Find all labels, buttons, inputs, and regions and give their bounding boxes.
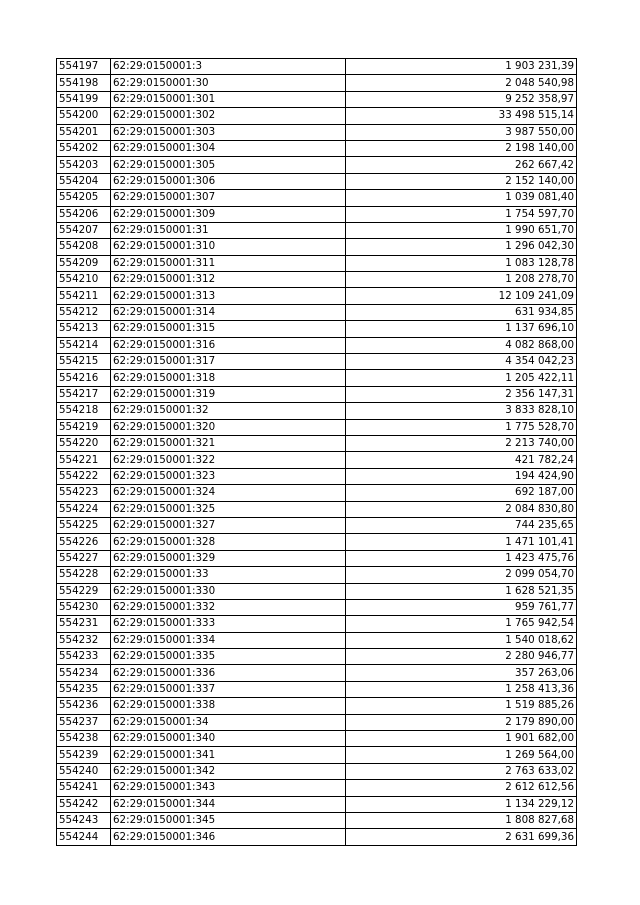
cadastral-number-cell: 62:29:0150001:327 [111,517,346,533]
table-row [57,337,577,353]
cadastral-value-cell: 2 152 140,00 [346,173,577,189]
table-row [57,452,577,468]
row-id-cell: 554229 [57,583,111,599]
table-row [57,747,577,763]
cadastral-number-cell: 62:29:0150001:301 [111,91,346,107]
cadastral-value-cell: 2 631 699,36 [346,829,577,845]
table-row [57,321,577,337]
cadastral-number-cell: 62:29:0150001:325 [111,501,346,517]
cadastral-number-cell: 62:29:0150001:305 [111,157,346,173]
cadastral-number-cell: 62:29:0150001:309 [111,206,346,222]
row-id-cell: 554198 [57,75,111,91]
row-id-cell: 554209 [57,255,111,271]
cadastral-number-cell: 62:29:0150001:319 [111,386,346,402]
row-id-cell: 554219 [57,419,111,435]
cadastral-number-cell: 62:29:0150001:323 [111,468,346,484]
table-row [57,403,577,419]
row-id-cell: 554233 [57,649,111,665]
table-row [57,567,577,583]
table-row [57,583,577,599]
row-id-cell: 554241 [57,780,111,796]
table-row [57,501,577,517]
table-row [57,206,577,222]
table-row [57,485,577,501]
cadastral-number-cell: 62:29:0150001:310 [111,239,346,255]
cadastral-number-cell: 62:29:0150001:334 [111,632,346,648]
row-id-cell: 554237 [57,714,111,730]
cadastral-number-cell: 62:29:0150001:345 [111,812,346,828]
cadastral-number-cell: 62:29:0150001:32 [111,403,346,419]
cadastral-number-cell: 62:29:0150001:338 [111,698,346,714]
cadastral-value-cell: 631 934,85 [346,304,577,320]
row-id-cell: 554238 [57,731,111,747]
cadastral-number-cell: 62:29:0150001:328 [111,534,346,550]
table-row [57,419,577,435]
cadastral-value-cell: 744 235,65 [346,517,577,533]
row-id-cell: 554244 [57,829,111,845]
row-id-cell: 554197 [57,59,111,75]
cadastral-value-cell: 357 263,06 [346,665,577,681]
cadastral-value-cell: 2 099 054,70 [346,567,577,583]
table-row [57,616,577,632]
cadastral-value-cell: 9 252 358,97 [346,91,577,107]
cadastral-value-cell: 2 179 890,00 [346,714,577,730]
cadastral-value-cell: 1 083 128,78 [346,255,577,271]
row-id-cell: 554214 [57,337,111,353]
cadastral-value-cell: 1 269 564,00 [346,747,577,763]
row-id-cell: 554202 [57,140,111,156]
row-id-cell: 554242 [57,796,111,812]
cadastral-value-cell: 2 763 633,02 [346,763,577,779]
table-row [57,386,577,402]
table-row [57,239,577,255]
cadastral-number-cell: 62:29:0150001:330 [111,583,346,599]
cadastral-number-cell: 62:29:0150001:342 [111,763,346,779]
cadastral-number-cell: 62:29:0150001:311 [111,255,346,271]
row-id-cell: 554204 [57,173,111,189]
cadastral-value-cell: 1 205 422,11 [346,370,577,386]
cadastral-value-cell: 959 761,77 [346,599,577,615]
table-row [57,222,577,238]
row-id-cell: 554240 [57,763,111,779]
row-id-cell: 554243 [57,812,111,828]
cadastral-value-cell: 421 782,24 [346,452,577,468]
cadastral-value-cell: 692 187,00 [346,485,577,501]
table-row [57,550,577,566]
cadastral-number-cell: 62:29:0150001:304 [111,140,346,156]
row-id-cell: 554221 [57,452,111,468]
table-row [57,698,577,714]
table-row [57,796,577,812]
cadastral-number-cell: 62:29:0150001:337 [111,681,346,697]
table-row [57,829,577,845]
cadastral-value-cell: 3 987 550,00 [346,124,577,140]
table-row [57,91,577,107]
cadastral-number-cell: 62:29:0150001:322 [111,452,346,468]
cadastral-number-cell: 62:29:0150001:321 [111,435,346,451]
cadastral-value-cell: 2 612 612,56 [346,780,577,796]
cadastral-value-cell: 262 667,42 [346,157,577,173]
cadastral-value-cell: 33 498 515,14 [346,108,577,124]
cadastral-number-cell: 62:29:0150001:302 [111,108,346,124]
cadastral-number-cell: 62:29:0150001:324 [111,485,346,501]
cadastral-number-cell: 62:29:0150001:34 [111,714,346,730]
table-row [57,173,577,189]
table-row [57,124,577,140]
table-row [57,140,577,156]
table-row [57,599,577,615]
table-row [57,288,577,304]
row-id-cell: 554225 [57,517,111,533]
row-id-cell: 554226 [57,534,111,550]
row-id-cell: 554235 [57,681,111,697]
row-id-cell: 554200 [57,108,111,124]
cadastral-number-cell: 62:29:0150001:306 [111,173,346,189]
row-id-cell: 554199 [57,91,111,107]
cadastral-value-cell: 1 258 413,36 [346,681,577,697]
row-id-cell: 554228 [57,567,111,583]
cadastral-number-cell: 62:29:0150001:312 [111,272,346,288]
cadastral-number-cell: 62:29:0150001:335 [111,649,346,665]
cadastral-number-cell: 62:29:0150001:313 [111,288,346,304]
row-id-cell: 554207 [57,222,111,238]
cadastral-value-cell: 1 990 651,70 [346,222,577,238]
cadastral-number-cell: 62:29:0150001:33 [111,567,346,583]
table-row [57,304,577,320]
table-row [57,354,577,370]
row-id-cell: 554223 [57,485,111,501]
row-id-cell: 554234 [57,665,111,681]
cadastral-value-cell: 2 280 946,77 [346,649,577,665]
table-row [57,649,577,665]
cadastral-value-cell: 2 084 830,80 [346,501,577,517]
cadastral-number-cell: 62:29:0150001:336 [111,665,346,681]
table-row [57,534,577,550]
cadastral-value-cell: 2 048 540,98 [346,75,577,91]
cadastral-value-table [56,58,577,846]
cadastral-value-cell: 1 808 827,68 [346,812,577,828]
cadastral-value-cell: 1 901 682,00 [346,731,577,747]
table-body [57,59,577,846]
table-row [57,435,577,451]
row-id-cell: 554206 [57,206,111,222]
row-id-cell: 554227 [57,550,111,566]
table-row [57,468,577,484]
table-row [57,108,577,124]
cadastral-number-cell: 62:29:0150001:3 [111,59,346,75]
cadastral-number-cell: 62:29:0150001:303 [111,124,346,140]
cadastral-value-cell: 1 519 885,26 [346,698,577,714]
cadastral-value-cell: 194 424,90 [346,468,577,484]
cadastral-value-cell: 1 628 521,35 [346,583,577,599]
table-row [57,255,577,271]
cadastral-number-cell: 62:29:0150001:315 [111,321,346,337]
cadastral-value-cell: 1 296 042,30 [346,239,577,255]
cadastral-value-cell: 4 354 042,23 [346,354,577,370]
cadastral-value-cell: 1 039 081,40 [346,190,577,206]
row-id-cell: 554218 [57,403,111,419]
row-id-cell: 554220 [57,435,111,451]
cadastral-value-cell: 1 775 528,70 [346,419,577,435]
table-row [57,190,577,206]
row-id-cell: 554203 [57,157,111,173]
cadastral-value-cell: 3 833 828,10 [346,403,577,419]
row-id-cell: 554232 [57,632,111,648]
row-id-cell: 554236 [57,698,111,714]
table-row [57,370,577,386]
row-id-cell: 554216 [57,370,111,386]
row-id-cell: 554222 [57,468,111,484]
cadastral-number-cell: 62:29:0150001:314 [111,304,346,320]
cadastral-value-cell: 12 109 241,09 [346,288,577,304]
table-row [57,681,577,697]
cadastral-number-cell: 62:29:0150001:341 [111,747,346,763]
cadastral-value-cell: 1 471 101,41 [346,534,577,550]
cadastral-number-cell: 62:29:0150001:316 [111,337,346,353]
row-id-cell: 554213 [57,321,111,337]
row-id-cell: 554215 [57,354,111,370]
row-id-cell: 554230 [57,599,111,615]
cadastral-value-cell: 1 208 278,70 [346,272,577,288]
table-row [57,665,577,681]
table-row [57,517,577,533]
cadastral-value-cell: 2 198 140,00 [346,140,577,156]
row-id-cell: 554211 [57,288,111,304]
cadastral-value-cell: 2 356 147,31 [346,386,577,402]
cadastral-number-cell: 62:29:0150001:343 [111,780,346,796]
row-id-cell: 554208 [57,239,111,255]
table-row [57,632,577,648]
cadastral-number-cell: 62:29:0150001:333 [111,616,346,632]
cadastral-value-cell: 1 423 475,76 [346,550,577,566]
cadastral-number-cell: 62:29:0150001:344 [111,796,346,812]
cadastral-number-cell: 62:29:0150001:317 [111,354,346,370]
cadastral-value-cell: 4 082 868,00 [346,337,577,353]
cadastral-number-cell: 62:29:0150001:307 [111,190,346,206]
cadastral-number-cell: 62:29:0150001:318 [111,370,346,386]
row-id-cell: 554201 [57,124,111,140]
cadastral-number-cell: 62:29:0150001:30 [111,75,346,91]
cadastral-value-cell: 1 903 231,39 [346,59,577,75]
cadastral-value-cell: 1 765 942,54 [346,616,577,632]
table-row [57,731,577,747]
cadastral-number-cell: 62:29:0150001:329 [111,550,346,566]
table-row [57,812,577,828]
row-id-cell: 554205 [57,190,111,206]
row-id-cell: 554210 [57,272,111,288]
cadastral-number-cell: 62:29:0150001:340 [111,731,346,747]
cadastral-value-cell: 1 137 696,10 [346,321,577,337]
cadastral-value-cell: 2 213 740,00 [346,435,577,451]
cadastral-value-cell: 1 134 229,12 [346,796,577,812]
table-row [57,272,577,288]
row-id-cell: 554239 [57,747,111,763]
cadastral-number-cell: 62:29:0150001:31 [111,222,346,238]
table-row [57,157,577,173]
table-row [57,59,577,75]
table-row [57,714,577,730]
table-row [57,780,577,796]
cadastral-value-cell: 1 754 597,70 [346,206,577,222]
table-row [57,75,577,91]
cadastral-number-cell: 62:29:0150001:332 [111,599,346,615]
row-id-cell: 554231 [57,616,111,632]
row-id-cell: 554212 [57,304,111,320]
cadastral-number-cell: 62:29:0150001:346 [111,829,346,845]
row-id-cell: 554224 [57,501,111,517]
cadastral-value-cell: 1 540 018,62 [346,632,577,648]
cadastral-number-cell: 62:29:0150001:320 [111,419,346,435]
table-row [57,763,577,779]
row-id-cell: 554217 [57,386,111,402]
